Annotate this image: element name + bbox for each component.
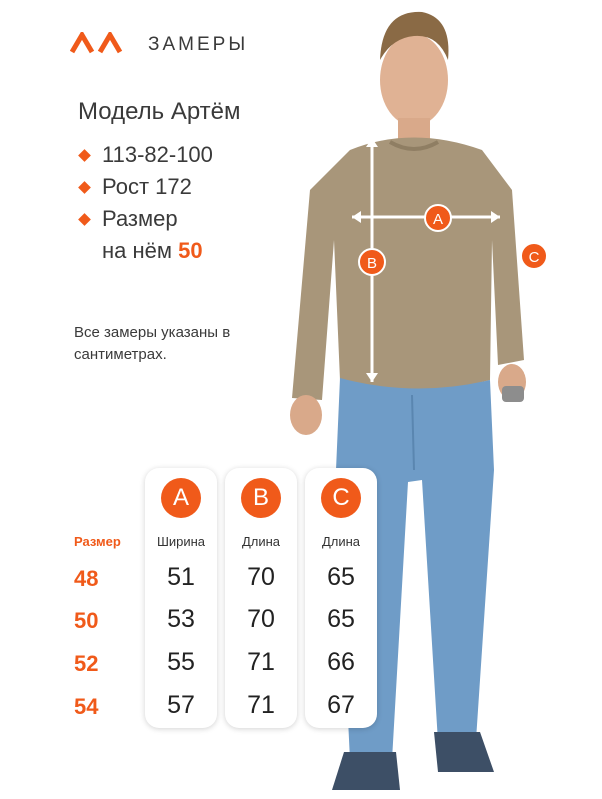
row-size-label: 48 — [74, 566, 99, 591]
table-cell: 66 — [327, 648, 355, 676]
table-cell: 65 — [327, 563, 355, 591]
model-height: Рост 172 — [102, 174, 192, 199]
diagram-label-c: C — [528, 249, 540, 266]
diagram-label-a: A — [432, 211, 444, 228]
row-size-label: 50 — [74, 608, 99, 633]
table-cell: 65 — [327, 605, 355, 633]
model-size-value: 50 — [178, 238, 203, 263]
model-size-prefix: на нём — [102, 238, 173, 263]
table-cell: 71 — [247, 691, 275, 719]
column-c-header: Длина — [321, 534, 361, 549]
brand-title: ЗАМЕРЫ — [148, 34, 249, 55]
units-note: Все замеры указаны в сантиметрах. — [74, 324, 231, 363]
column-a-badge: A — [161, 478, 201, 518]
table-cell: 53 — [167, 605, 195, 633]
table-cell: 67 — [327, 691, 355, 719]
model-size-line — [102, 238, 203, 264]
table-cell: 57 — [167, 691, 195, 719]
column-b-badge: B — [241, 478, 281, 518]
diagram-label-b: B — [366, 255, 378, 272]
model-size-label: Размер — [102, 206, 178, 231]
column-b-header: Длина — [241, 534, 281, 549]
column-c-badge: C — [321, 478, 361, 518]
brand-logo-icon — [70, 32, 126, 54]
arrow-b-marker — [359, 249, 385, 275]
table-cell: 55 — [167, 648, 195, 676]
arrow-c-marker — [521, 243, 547, 269]
bullet-icon — [78, 181, 91, 194]
table-cell: 51 — [167, 563, 195, 591]
bullet-icon — [78, 213, 91, 226]
model-name: Модель Артём — [78, 98, 241, 125]
row-size-label: 52 — [74, 651, 99, 676]
size-column-header: Размер — [74, 534, 121, 549]
table-cell: 70 — [247, 605, 275, 633]
table-cell: 70 — [247, 563, 275, 591]
column-a-header: Ширина — [156, 534, 206, 549]
table-cell: 71 — [247, 648, 275, 676]
bullet-icon — [78, 149, 91, 162]
arrow-a-marker — [425, 205, 451, 231]
row-size-label: 54 — [74, 694, 99, 719]
model-measurements: 113-82-100 — [102, 142, 213, 167]
